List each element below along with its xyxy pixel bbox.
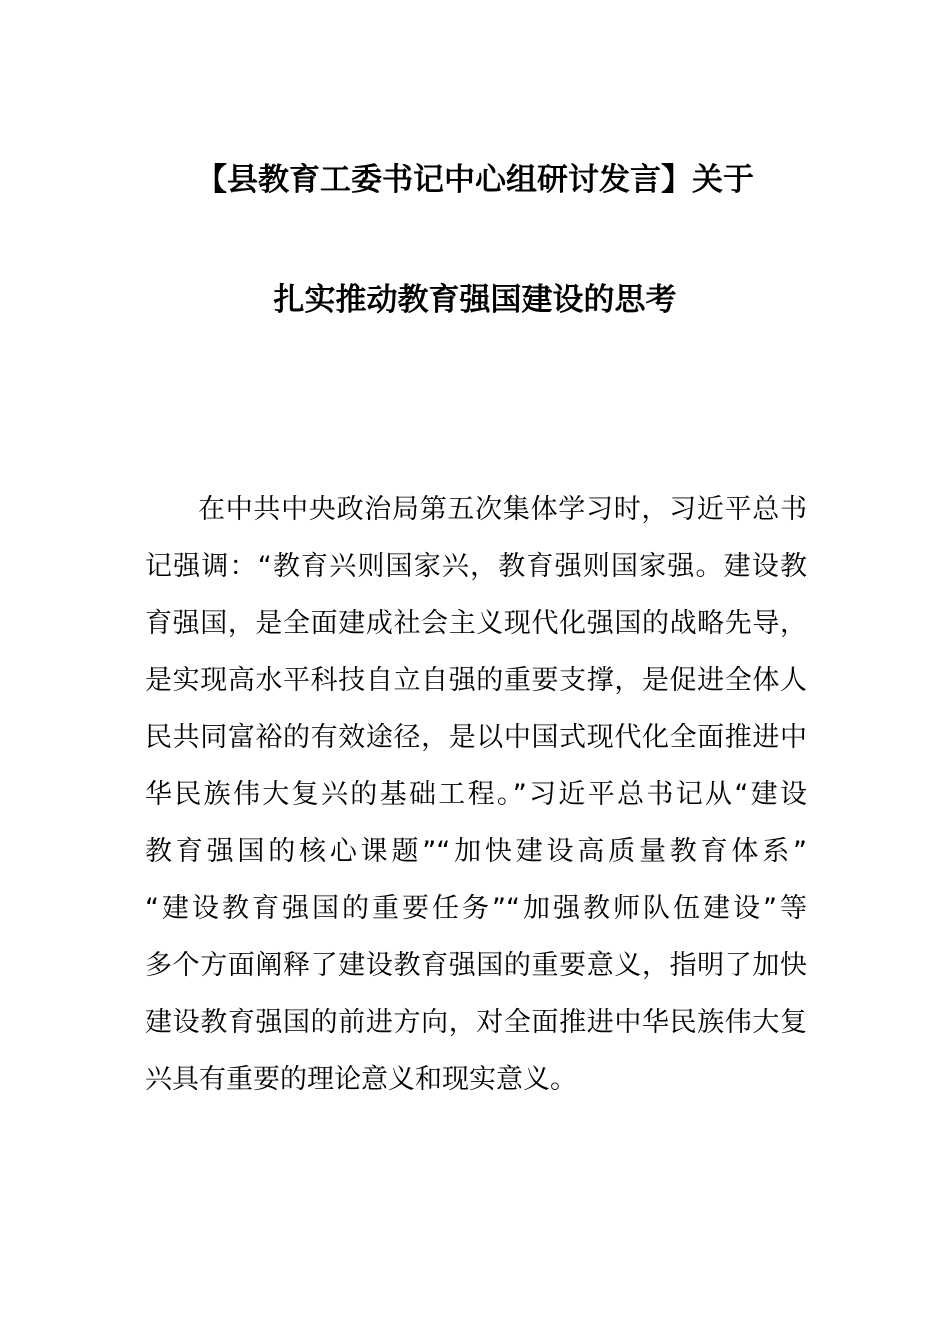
paragraph-line: 育强国，是全面建成社会主义现代化强国的战略先导，: [145, 608, 807, 639]
paragraph-line: 多个方面阐释了建设教育强国的重要意义，指明了加快: [145, 950, 807, 981]
paragraph-line: 兴具有重要的理论意义和现实意义。: [145, 1064, 577, 1095]
paragraph-line: 记强调：“教育兴则国家兴，教育强则国家强。建设教: [145, 551, 807, 582]
document-title-line-2: 扎实推动教育强国建设的思考: [273, 282, 677, 318]
paragraph-line: 建设教育强国的前进方向，对全面推进中华民族伟大复: [145, 1007, 807, 1038]
paragraph-line: 民共同富裕的有效途径，是以中国式现代化全面推进中: [145, 722, 807, 753]
document-title-line-1: 【县教育工委书记中心组研讨发言】关于: [196, 162, 754, 198]
paragraph-line: 教育强国的核心课题”“加快建设高质量教育体系”: [145, 836, 807, 867]
paragraph-line: 华民族伟大复兴的基础工程。”习近平总书记从“建设: [145, 779, 807, 810]
paragraph-line: 在中共中央政治局第五次集体学习时，习近平总书: [198, 494, 807, 525]
paragraph-line: 是实现高水平科技自立自强的重要支撑，是促进全体人: [145, 665, 807, 696]
paragraph-line: “建设教育强国的重要任务”“加强教师队伍建设”等: [145, 893, 807, 924]
